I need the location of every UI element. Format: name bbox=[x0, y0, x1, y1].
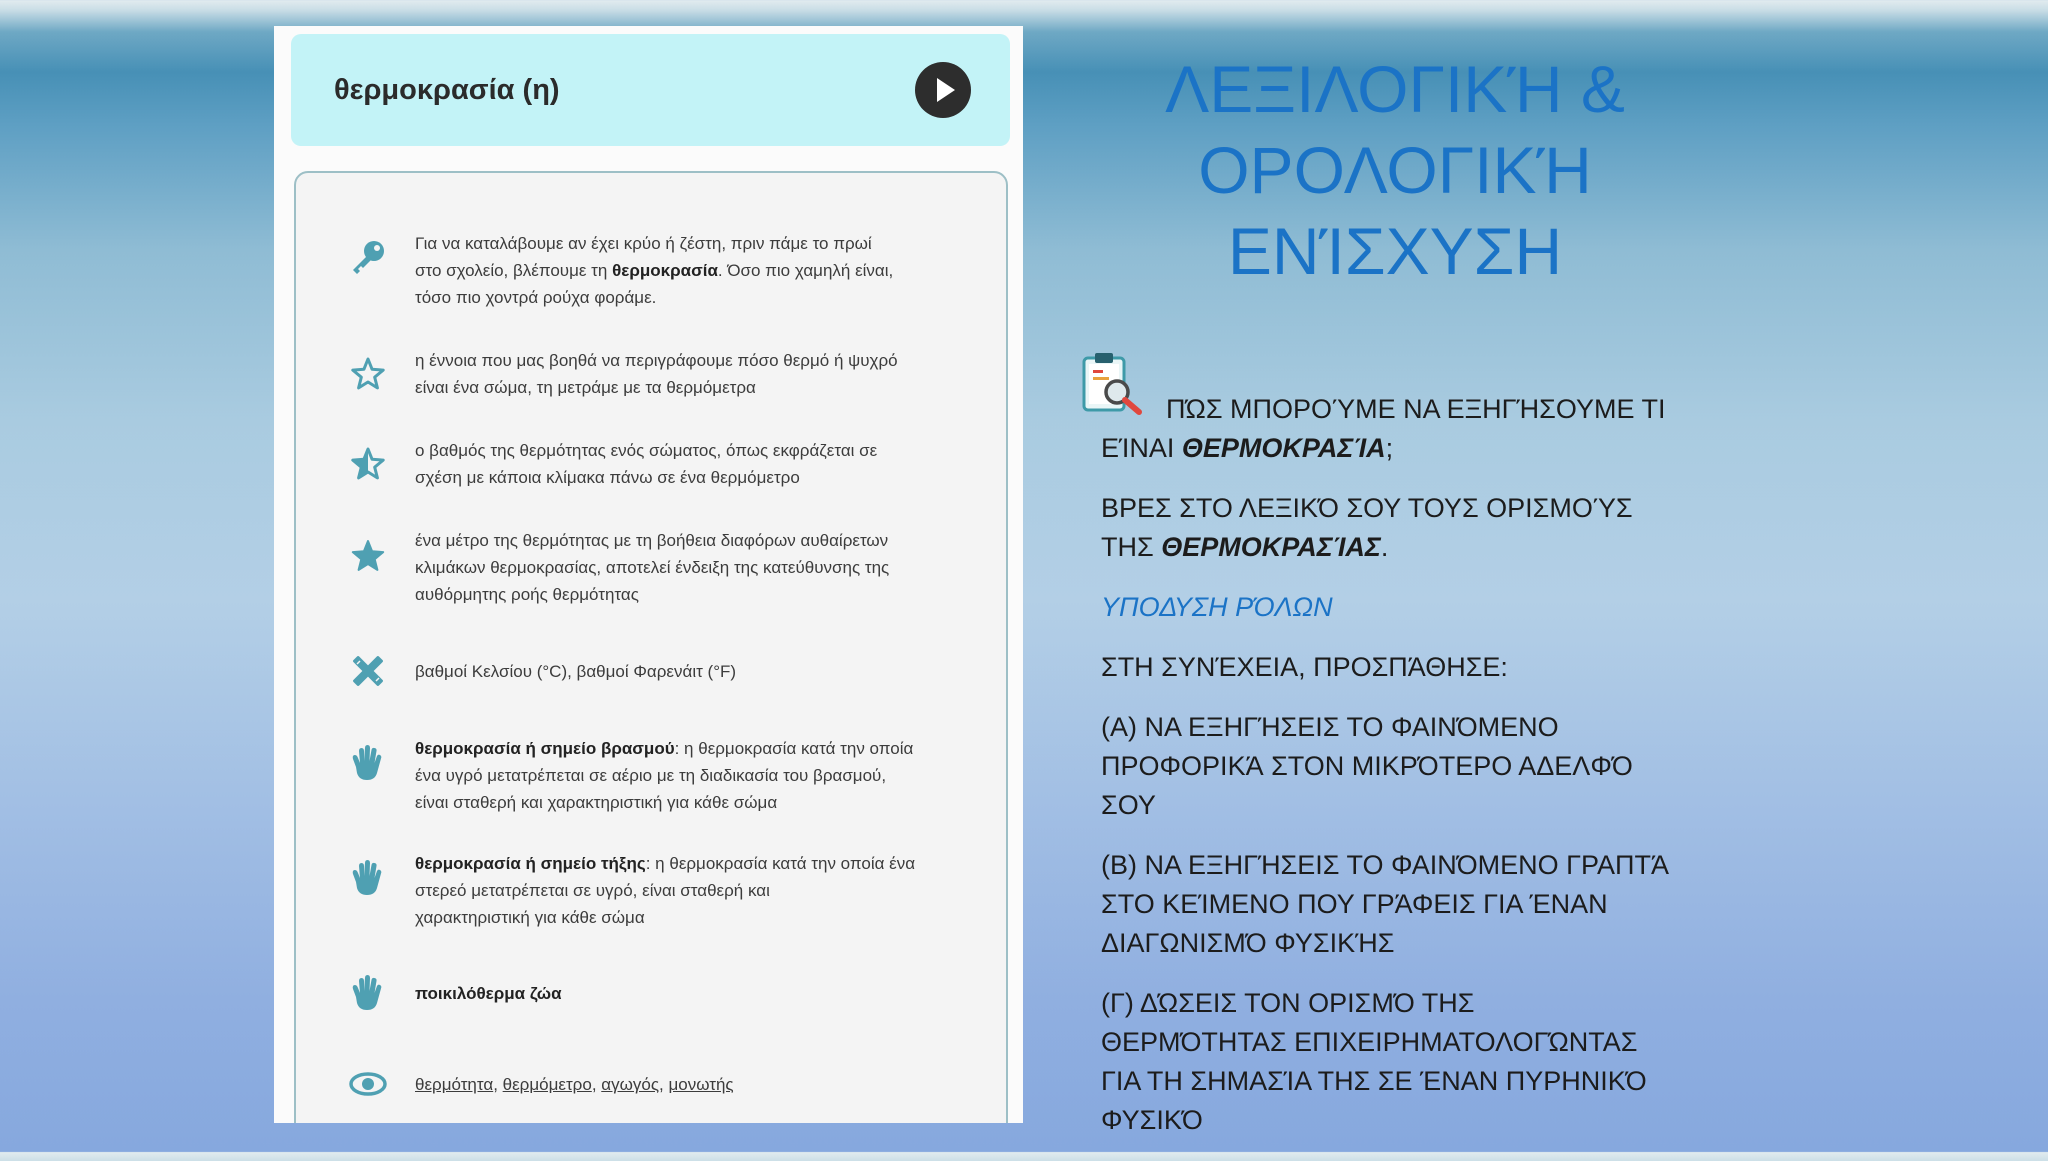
entry-header bbox=[291, 34, 1010, 146]
separator: , bbox=[591, 1075, 602, 1094]
star-filled-icon bbox=[348, 537, 388, 577]
definition-text-part: . Όσο πιο χαμηλή είναι, τόσο πιο χοντρά ρούχα φοράμε. bbox=[415, 261, 894, 307]
phrase-text bbox=[415, 980, 1000, 1007]
related-words-item bbox=[348, 1071, 1008, 1123]
ruler-pencil-icon bbox=[348, 651, 388, 691]
hand-icon bbox=[348, 973, 388, 1013]
question-paragraph bbox=[1101, 390, 2001, 468]
definition-item bbox=[348, 437, 1008, 527]
question-punctuation: ; bbox=[1385, 433, 1394, 463]
instruction-text: ΒΡΕΣ ΣΤΟ ΛΕΞΙΚΌ ΣΟΥ ΤΟΥΣ ΟΡΙΣΜΟΎΣ ΤΗΣ bbox=[1101, 493, 1633, 562]
definition-item bbox=[348, 230, 1008, 320]
related-word-link[interactable]: θερμότητα bbox=[415, 1075, 494, 1094]
eye-icon bbox=[348, 1064, 388, 1104]
phrase-item bbox=[348, 735, 1008, 825]
slide-title: ΛΕΞΙΛΟΓΙΚΉ & ΟΡΟΛΟΓΙΚΉ ΕΝΊΣΧΥΣΗ bbox=[1165, 52, 1625, 288]
related-word-link[interactable]: μονωτής bbox=[668, 1075, 734, 1094]
task-c: (Γ) ΔΏΣΕΙΣ ΤΟΝ ΟΡΙΣΜΌ ΤΗΣ ΘΕΡΜΌΤΗΤΑΣ ΕΠΙΧΕΙΡΗΜΑΤΟΛΟΓΏΝΤΑΣ ΓΙΑ ΤΗ ΣΗΜΑΣΊΑ ΤΗΣ ΣΕ ΈΝΑΝ ΠΥΡΗΝΙΚΌ ΦΥΣΙΚΌ bbox=[1101, 988, 1647, 1135]
definition-text-part: Για να καταλάβουμε αν έχει κρύο ή ζέστη, πριν πάμε το πρωί στο σχολείο, βλέπουμε τη bbox=[415, 234, 872, 280]
phrase-definition: : η θερμοκρασία κατά την οποία ένα στερεό μετατρέπεται σε υγρό, είναι σταθερή και χαρακτηριστική για κάθε σώμα bbox=[415, 854, 916, 927]
phrase-keyword: ποικιλόθερμα ζώα bbox=[415, 984, 562, 1003]
entry-title: θερμοκρασία (η) bbox=[334, 74, 560, 106]
separator: , bbox=[659, 1075, 669, 1094]
task-b: (Β) ΝΑ ΕΞΗΓΉΣΕΙΣ ΤΟ ΦΑΙΝΌΜΕΝΟ ΓΡΑΠΤΆ ΣΤΟ ΚΕΊΜΕΝΟ ΠΟΥ ΓΡΆΦΕΙΣ ΓΙΑ ΈΝΑΝ ΔΙΑΓΩΝΙΣΜΌ ΦΥΣΙΚΉΣ bbox=[1101, 850, 1670, 958]
hand-icon bbox=[348, 743, 388, 783]
emphasized-term: ΘΕΡΜΟΚΡΑΣΊΑΣ bbox=[1161, 532, 1381, 562]
dictionary-panel bbox=[274, 26, 1023, 1123]
definition-text: ο βαθμός της θερμότητας ενός σώματος, όπως εκφράζεται σε σχέση με κάποια κλίμακα πάνω σε ένα θερμόμετρο bbox=[415, 441, 878, 487]
definition-item bbox=[348, 527, 1008, 617]
play-icon bbox=[915, 62, 971, 118]
role-play-heading: ΥΠΟΔΥΣΗ ΡΌΛΩΝ bbox=[1101, 592, 1333, 622]
emphasized-term: ΘΕΡΜΟΚΡΑΣΊΑ bbox=[1181, 433, 1386, 463]
question-text: ΠΏΣ ΜΠΟΡΟΎΜΕ ΝΑ ΕΞΗΓΉΣΟΥΜΕ ΤΙ ΕΊΝΑΙ bbox=[1101, 394, 1666, 463]
phrase-text bbox=[415, 850, 1000, 931]
related-words bbox=[415, 1071, 1000, 1098]
task-a: (Α) ΝΑ ΕΞΗΓΉΣΕΙΣ ΤΟ ΦΑΙΝΌΜΕΝΟ ΠΡΟΦΟΡΙΚΆ ΣΤΟΝ ΜΙΚΡΌΤΕΡΟ ΑΔΕΛΦΌ ΣΟΥ bbox=[1101, 712, 1633, 820]
instruction-paragraph bbox=[1101, 489, 2001, 567]
hand-icon bbox=[348, 858, 388, 898]
related-word-link[interactable]: αγωγός bbox=[601, 1075, 660, 1094]
half-star-icon bbox=[348, 445, 388, 485]
play-audio-button[interactable] bbox=[915, 62, 971, 118]
key-icon bbox=[348, 237, 388, 277]
phrase-item bbox=[348, 980, 1008, 1070]
slide-body bbox=[1101, 390, 2001, 1161]
units-text: βαθμοί Κελσίου (°C), βαθμοί Φαρενάιτ (°F) bbox=[415, 662, 737, 681]
instruction-punctuation: . bbox=[1380, 532, 1389, 562]
definition-text: ένα μέτρο της θερμότητας με τη βοήθεια διαφόρων αυθαίρετων κλιμάκων θερμοκρασίας, αποτελεί ένδειξη της κατεύθυνσης της αυθόρμητης ροής θερμότητας bbox=[415, 531, 890, 604]
next-step-paragraph: ΣΤΗ ΣΥΝΈΧΕΙΑ, ΠΡΟΣΠΆΘΗΣΕ: bbox=[1101, 652, 1508, 682]
definition-text bbox=[415, 230, 1000, 311]
separator: , bbox=[493, 1075, 503, 1094]
star-outline-icon bbox=[348, 355, 388, 395]
phrase-keyword: θερμοκρασία ή σημείο τήξης bbox=[415, 854, 646, 873]
related-word-link[interactable]: θερμόμετρο bbox=[502, 1075, 592, 1094]
definition-keyword: θερμοκρασία bbox=[612, 261, 718, 280]
phrase-item bbox=[348, 850, 1008, 940]
phrase-definition: : η θερμοκρασία κατά την οποία ένα υγρό μετατρέπεται σε αέριο με τη διαδικασία του βρασμού, είναι σταθερή και χαρακτηριστική για κάθε σώμα bbox=[415, 739, 914, 812]
phrase-text bbox=[415, 735, 1000, 816]
phrase-keyword: θερμοκρασία ή σημείο βρασμού bbox=[415, 739, 675, 758]
definition-text: η έννοια που μας βοηθά να περιγράφουμε πόσο θερμό ή ψυχρό είναι ένα σώμα, τη μετράμε με τα θερμόμετρα bbox=[415, 351, 898, 397]
definition-item bbox=[348, 347, 1008, 437]
